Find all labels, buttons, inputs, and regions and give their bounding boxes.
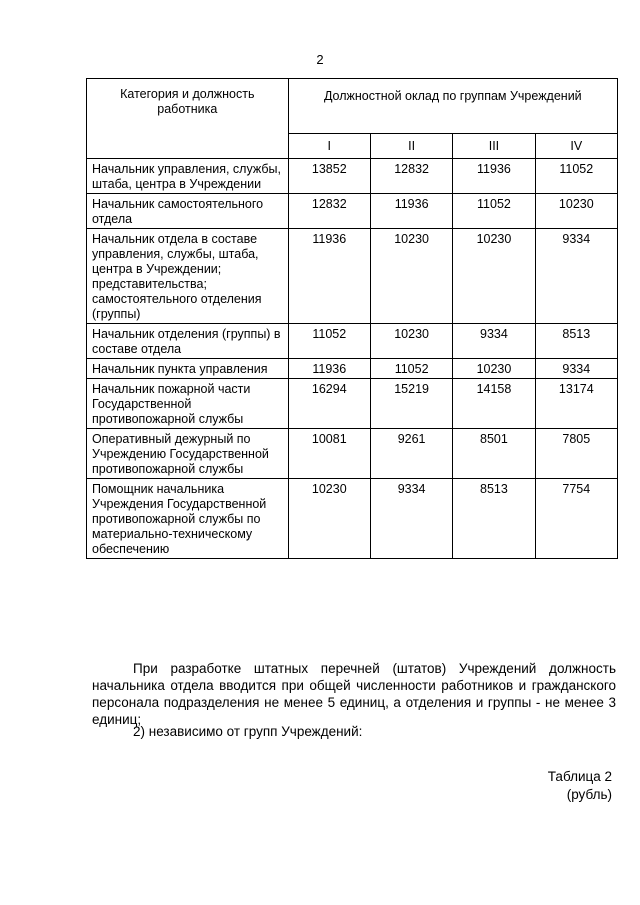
table-row xyxy=(87,159,618,194)
salary-cell: 10230 xyxy=(453,229,535,324)
salary-cell: 11052 xyxy=(453,194,535,229)
table2-unit: (рубль) xyxy=(566,787,612,802)
paragraph-staffing-rule: При разработке штатных перечней (штатов) Учреждений должность начальника отдела вводится при общей численности работников и гражданского персонала подразделения не менее 5 единиц, а отделения и группы - не менее 3 единиц; xyxy=(92,661,616,727)
salary-cell: 9334 xyxy=(535,229,617,324)
salary-cell: 11052 xyxy=(288,324,370,359)
salary-table xyxy=(86,78,618,559)
salary-cell: 8501 xyxy=(453,429,535,479)
salary-cell: 14158 xyxy=(453,379,535,429)
paragraph-independent-groups: 2) независимо от групп Учреждений: xyxy=(133,724,363,739)
salary-cell: 9334 xyxy=(453,324,535,359)
salary-cell: 13174 xyxy=(535,379,617,429)
header-category: Категория и должность работника xyxy=(87,79,289,159)
table-row xyxy=(87,359,618,379)
salary-cell: 13852 xyxy=(288,159,370,194)
salary-cell: 9334 xyxy=(370,479,452,559)
position-cell: Начальник отделения (группы) в составе отдела xyxy=(87,324,289,359)
position-cell: Оперативный дежурный по Учреждению Государственной противопожарной службы xyxy=(87,429,289,479)
salary-cell: 9261 xyxy=(370,429,452,479)
group-header-1: I xyxy=(288,134,370,159)
group-header-2: II xyxy=(370,134,452,159)
salary-cell: 10230 xyxy=(370,324,452,359)
salary-cell: 7754 xyxy=(535,479,617,559)
salary-cell: 10081 xyxy=(288,429,370,479)
table-row xyxy=(87,229,618,324)
salary-cell: 11936 xyxy=(453,159,535,194)
table-row xyxy=(87,324,618,359)
salary-cell: 11052 xyxy=(370,359,452,379)
position-cell: Начальник пункта управления xyxy=(87,359,289,379)
salary-cell: 12832 xyxy=(370,159,452,194)
salary-cell: 11936 xyxy=(370,194,452,229)
salary-cell: 10230 xyxy=(370,229,452,324)
table-row xyxy=(87,429,618,479)
salary-cell: 10230 xyxy=(535,194,617,229)
salary-cell: 15219 xyxy=(370,379,452,429)
salary-cell: 11936 xyxy=(288,229,370,324)
group-header-4: IV xyxy=(535,134,617,159)
salary-cell: 10230 xyxy=(453,359,535,379)
position-cell: Начальник пожарной части Государственной противопожарной службы xyxy=(87,379,289,429)
salary-cell: 7805 xyxy=(535,429,617,479)
table-row xyxy=(87,379,618,429)
salary-cell: 12832 xyxy=(288,194,370,229)
table-row xyxy=(87,479,618,559)
salary-cell: 11936 xyxy=(288,359,370,379)
table-header-row xyxy=(87,79,618,134)
salary-cell: 11052 xyxy=(535,159,617,194)
position-cell: Начальник управления, службы, штаба, центра в Учреждении xyxy=(87,159,289,194)
salary-cell: 8513 xyxy=(453,479,535,559)
salary-cell: 16294 xyxy=(288,379,370,429)
position-cell: Начальник отдела в составе управления, службы, штаба, центра в Учреждении; представительства; самостоятельного отделения (группы) xyxy=(87,229,289,324)
salary-cell: 8513 xyxy=(535,324,617,359)
salary-cell: 9334 xyxy=(535,359,617,379)
table-row xyxy=(87,194,618,229)
table2-label: Таблица 2 xyxy=(547,769,612,784)
group-header-3: III xyxy=(453,134,535,159)
header-salary: Должностной оклад по группам Учреждений xyxy=(288,79,617,134)
salary-cell: 10230 xyxy=(288,479,370,559)
page-number: 2 xyxy=(316,52,324,67)
position-cell: Начальник самостоятельного отдела xyxy=(87,194,289,229)
position-cell: Помощник начальника Учреждения Государственной противопожарной службы по материально-техническому обеспечению xyxy=(87,479,289,559)
